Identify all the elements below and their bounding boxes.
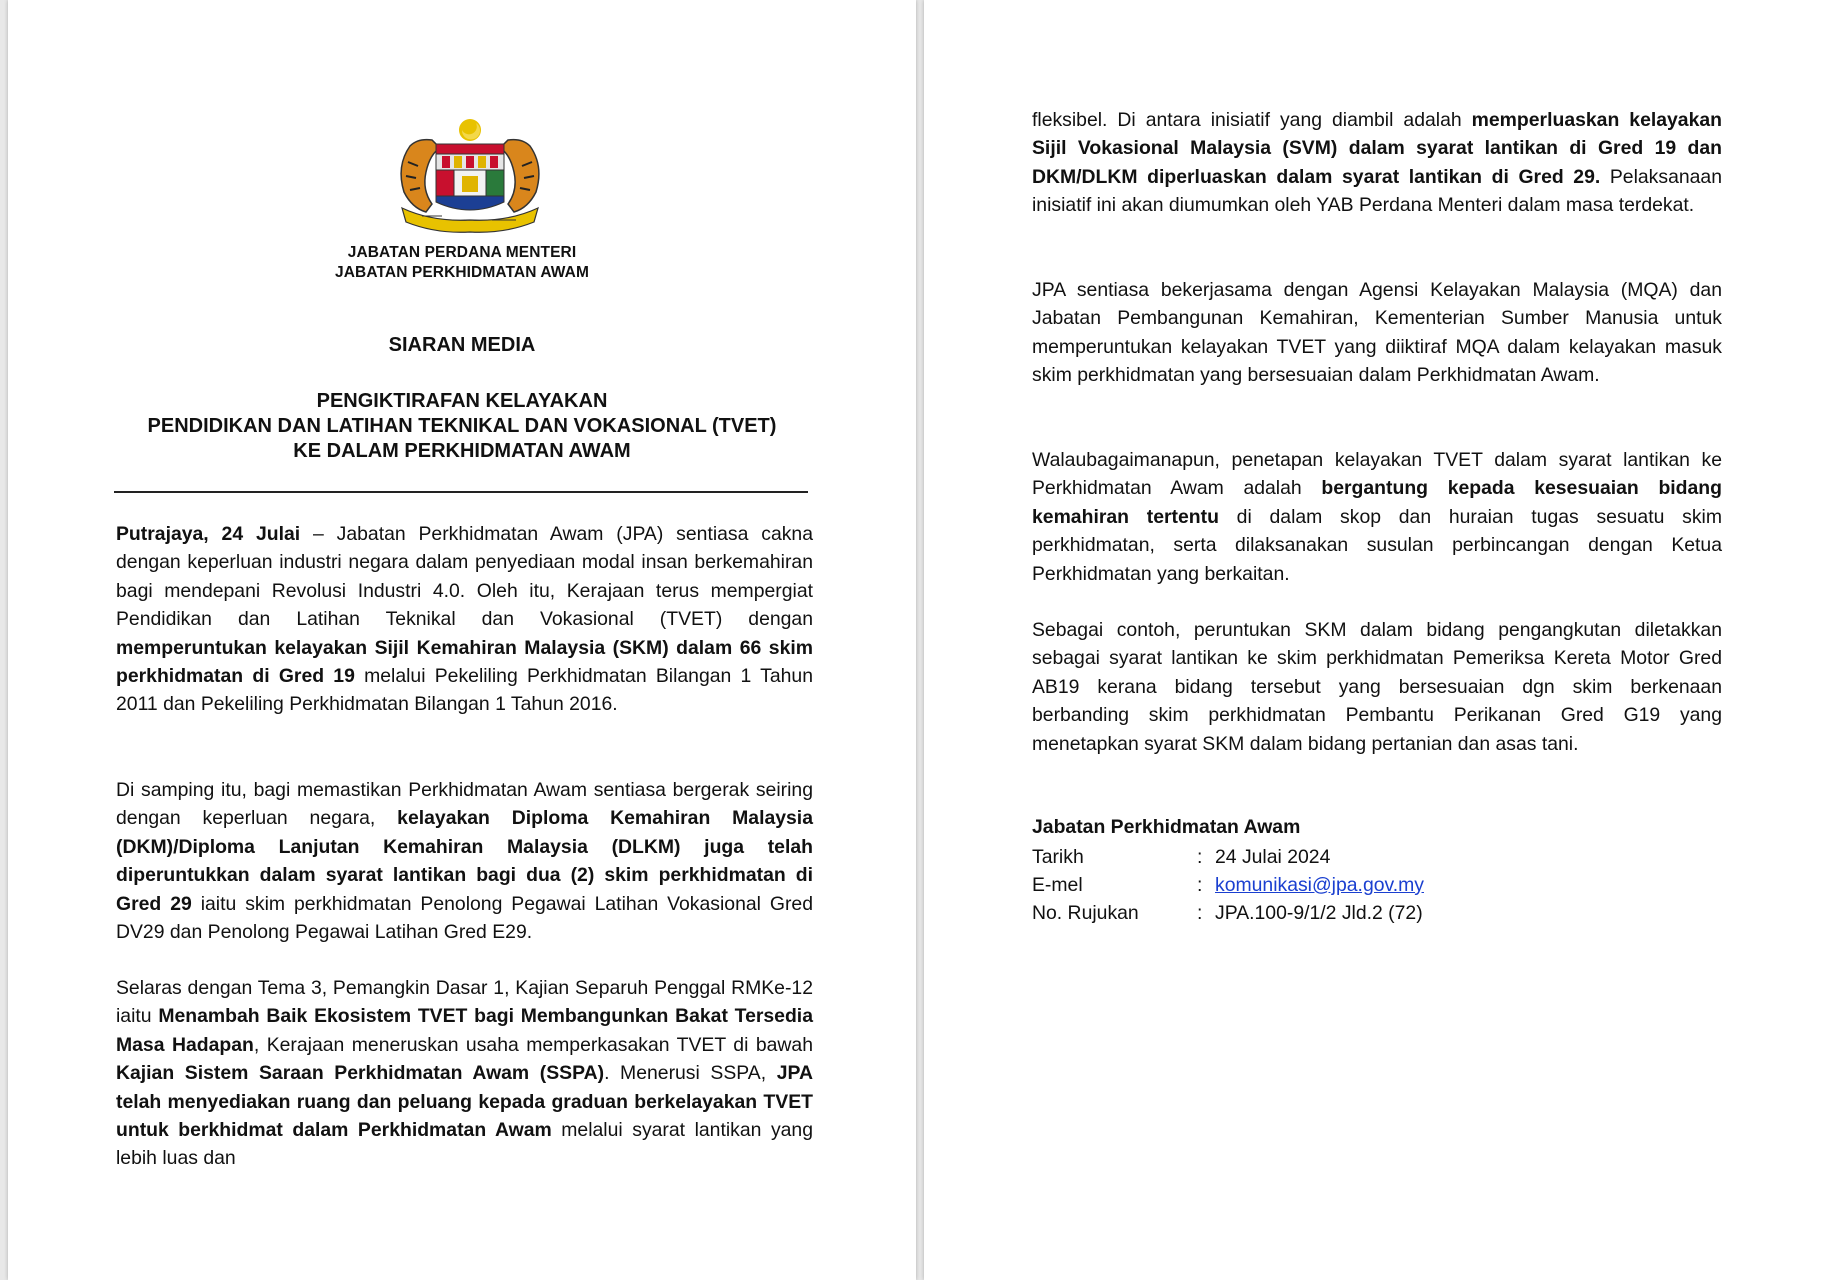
text-run: iaitu skim perkhidmatan Penolong Pegawai Latihan Vokasional Gred DV29 dan Penolong Pegawai Latihan Gred E29.	[116, 892, 813, 944]
text-run: Sebagai contoh, peruntukan SKM dalam bidang pengangkutan diletakkan sebagai syarat lantikan ke skim perkhidmatan Pemeriksa Kereta Motor Gred AB19 kerana bidang tersebut yang bersesuaian dgn skim berkenaan berbanding skim perkhidmatan Pembantu Perikanan Gred G19 yang menetapkan syarat SKM dalam bidang pertanian dan asas tani.	[1032, 619, 1722, 755]
paragraph-5	[1032, 276, 1722, 390]
reference-label: No. Rujukan	[1032, 902, 1139, 924]
reference-row	[1032, 899, 1532, 927]
text-run: Pelaksanaan inisiatif ini akan diumumkan oleh YAB Perdana Menteri dalam masa terdekat.	[1032, 165, 1722, 217]
email-label: E-mel	[1032, 874, 1083, 896]
issuer-line-1: JABATAN PERDANA MENTERI	[347, 244, 577, 261]
bold-run: Menambah Baik Ekosistem TVET bagi Membangunkan Bakat Tersedia Masa Hadapan	[116, 1005, 813, 1056]
document-title	[8, 389, 916, 464]
text-run: . Menerusi SSPA,	[604, 1062, 777, 1085]
date-label: Tarikh	[1032, 846, 1084, 868]
signature-org: Jabatan Perkhidmatan Awam	[1032, 816, 1301, 838]
text-run: melalui Pekeliling Perkhidmatan Bilangan 1 Tahun 2011 dan Pekeliling Perkhidmatan Bilangan 1 Tahun 2016.	[116, 665, 813, 716]
text-run: melalui syarat lantikan yang lebih luas dan	[116, 1119, 813, 1170]
colon: :	[1197, 874, 1203, 896]
title-divider	[114, 491, 808, 493]
reference-value: JPA.100-9/1/2 Jld.2 (72)	[1215, 902, 1423, 924]
text-run: JPA sentiasa bekerjasama dengan Agensi Kelayakan Malaysia (MQA) dan Jabatan Pembangunan Kemahiran, Kementerian Sumber Manusia untuk memperuntukan kelayakan TVET yang diiktiraf MQA dalam kelayakan masuk skim perkhidmatan yang bersesuaian dalam Perkhidmatan Awam.	[1032, 279, 1722, 387]
document-page-right	[924, 0, 1839, 1280]
bold-run: bergantung kepada kesesuaian bidang kemahiran tertentu	[1032, 477, 1722, 528]
text-run: Selaras dengan Tema 3, Pemangkin Dasar 1, Kajian Separuh Penggal RMKe-12 iaitu	[116, 977, 813, 1028]
text-run: , Kerajaan meneruskan usaha memperkasakan TVET di bawah	[253, 1033, 813, 1056]
bold-run: Kajian Sistem Saraan Perkhidmatan Awam (SSPA)	[116, 1062, 605, 1085]
text-run: Di samping itu, bagi memastikan Perkhidmatan Awam sentiasa bergerak seiring dengan keperluan negara,	[116, 779, 813, 830]
email-link[interactable]: komunikasi@jpa.gov.my	[1215, 874, 1424, 896]
paragraph-7	[1032, 616, 1722, 758]
text-run: di dalam skop dan huraian tugas sesuatu skim perkhidmatan, serta dilaksanakan susulan perbincangan dengan Ketua Perkhidmatan yang berkaitan.	[1032, 505, 1722, 585]
bold-run: memperuntukan kelayakan Sijil Kemahiran Malaysia (SKM) dalam 66 skim perkhidmatan di Gred 19	[116, 636, 813, 688]
paragraph-6	[1032, 446, 1722, 588]
text-run: Walaubagaimanapun, penetapan kelayakan TVET dalam syarat lantikan ke Perkhidmatan Awam adalah	[1032, 449, 1722, 500]
text-run: fleksibel. Di antara inisiatif yang diambil adalah	[1032, 109, 1472, 131]
paragraph-3	[116, 974, 813, 1173]
title-line-3: KE DALAM PERKHIDMATAN AWAM	[293, 440, 631, 462]
paragraph-4	[1032, 106, 1722, 220]
paragraph-1	[116, 520, 813, 719]
coat-of-arms-icon	[392, 116, 548, 234]
date-value: 24 Julai 2024	[1215, 846, 1331, 868]
issuer-line-2: JABATAN PERKHIDMATAN AWAM	[335, 264, 589, 281]
title-line-1: PENGIKTIRAFAN KELAYAKAN	[316, 390, 608, 412]
date-row	[1032, 843, 1532, 871]
document-page-left	[8, 0, 916, 1280]
bold-run: memperluaskan kelayakan Sijil Vokasional Malaysia (SVM) dalam syarat lantikan di Gred 19 dan DKM/DLKM diperluaskan dalam syarat lantikan di Gred 29.	[1032, 109, 1723, 188]
issuer-header	[8, 243, 916, 283]
colon: :	[1197, 902, 1203, 924]
bold-run: JPA telah menyediakan ruang dan peluang kepada graduan berkelayakan TVET untuk berkhidmat dalam Perkhidmatan Awam	[116, 1062, 813, 1142]
paragraph-2	[116, 776, 813, 946]
dateline: Putrajaya, 24 Julai	[116, 523, 301, 545]
bold-run: kelayakan Diploma Kemahiran Malaysia (DKM)/Diploma Lanjutan Kemahiran Malaysia (DLKM) juga telah diperuntukkan dalam syarat lantikan bagi dua (2) skim perkhidmatan di Gred 29	[116, 807, 813, 915]
colon: :	[1197, 846, 1203, 868]
email-row	[1032, 871, 1532, 899]
media-heading: SIARAN MEDIA	[388, 334, 536, 356]
text-run: – Jabatan Perkhidmatan Awam (JPA) sentiasa cakna dengan keperluan industri negara dalam penyediaan modal insan berkemahiran bagi mendepani Revolusi Industri 4.0. Oleh itu, Kerajaan terus mempergiat Pendidikan dan Latihan Teknikal dan Vokasional (TVET) dengan	[116, 523, 813, 631]
title-line-2: PENDIDIKAN DAN LATIHAN TEKNIKAL DAN VOKASIONAL (TVET)	[147, 415, 777, 437]
